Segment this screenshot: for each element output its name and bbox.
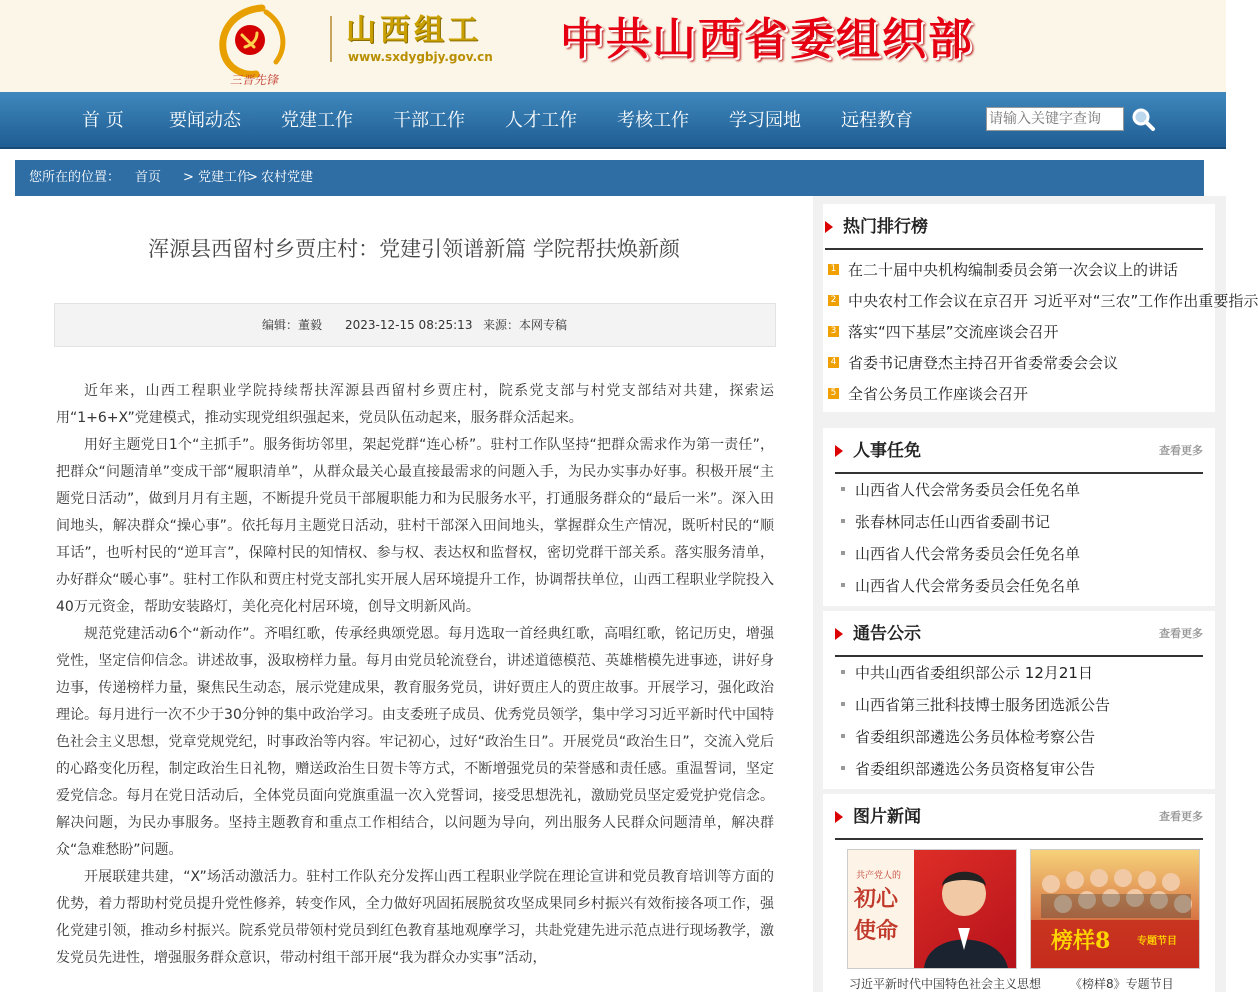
photo-image (1031, 850, 1199, 968)
personnel-item[interactable] (841, 510, 1201, 534)
photo-2-text-1: 榜样8 (1051, 928, 1111, 954)
nav-item-party-building[interactable]: 党建工作 (281, 110, 353, 131)
photo-image (848, 850, 1016, 968)
rank-text: 落实“四下基层”交流座谈会召开 (848, 323, 1059, 341)
notice-header (835, 611, 1203, 657)
bullet-icon (841, 734, 845, 738)
brand-url[interactable]: www.sxdygbjy.gov.cn (348, 50, 493, 64)
notice-item[interactable] (841, 693, 1201, 717)
article-paragraph: 用好主题党日1个“主抓手”。服务街坊邻里，架起党群“连心桥”。驻村工作队坚持“把群众需求作为第一责任”，把群众“问题清单”变成干部“履职清单”，从群众最关心最直接最需求的问题入手，为民办实事办好事。积极开展“主题党日活动”，做到月月有主题，不断提升党员干部履职能力和为民服务水平，打通服务群众的“最后一米”。深入田间地头，解决群众“操心事”。依托每月主题党日活动，驻村干部深入田间地头，掌握群众生产情况，既听村民的“顺耳话”，也听村民的“逆耳言”，保障村民的知情权、参与权、表达权和监督权，密切党群干部关系。落实服务清单， 办好群众“暖心事”。驻村工作队和贾庄村党支部扎实开展人居环境提升工作，协调帮扶单位，山西工程职业学院投入40万元资金，帮助安装路灯，美化亮化村居环境，创导文明新风尚。 (56, 437, 774, 615)
nav-item-news[interactable]: 要闻动态 (169, 110, 241, 131)
hot-rank-item[interactable] (828, 382, 1203, 406)
personnel-panel (823, 428, 1215, 606)
site-header (0, 0, 1226, 92)
hot-rank-item[interactable] (828, 320, 1203, 344)
photo-news-title: 图片新闻 (853, 807, 921, 827)
bullet-icon (841, 519, 845, 523)
org-title: 中共山西省委组织部 (560, 14, 974, 65)
photo-news-image-1[interactable] (847, 849, 1017, 969)
photo-1-text-3: 使命 (854, 918, 899, 944)
article-editor: 编辑：董毅 (262, 318, 323, 332)
brand-name[interactable]: 山西组工 (346, 13, 482, 48)
article-panel (15, 196, 813, 996)
triangle-icon (835, 445, 843, 457)
rank-number: 5 (828, 388, 839, 399)
hot-ranking-title: 热门排行榜 (843, 217, 928, 237)
party-logo-icon[interactable] (204, 2, 300, 90)
hot-rank-item[interactable] (828, 289, 1258, 313)
nav-item-study[interactable]: 学习园地 (729, 110, 801, 131)
sidebar (813, 196, 1258, 992)
notice-item-text: 省委组织部遴选公务员资格复审公告 (855, 760, 1096, 778)
bullet-icon (841, 766, 845, 770)
rank-number: 4 (828, 357, 839, 368)
photo-news-more-link[interactable]: 查看更多 (1159, 810, 1203, 823)
rank-number: 1 (828, 264, 839, 275)
notice-panel (823, 611, 1215, 789)
search-icon[interactable] (1130, 106, 1156, 132)
photo-news-header (835, 794, 1203, 840)
notice-item[interactable] (841, 757, 1201, 781)
personnel-item-text: 山西省人代会常务委员会任免名单 (855, 545, 1081, 563)
photo-1-text-1: 共产党人的 (856, 871, 902, 881)
bullet-icon (841, 583, 845, 587)
rank-text: 全省公务员工作座谈会召开 (848, 385, 1029, 403)
photo-1-text-2: 初心 (854, 886, 899, 912)
hot-rank-item[interactable] (828, 351, 1203, 375)
logo-divider (330, 16, 332, 62)
notice-item-text: 省委组织部遴选公务员体检考察公告 (855, 728, 1096, 746)
nav-item-assessment[interactable]: 考核工作 (617, 110, 689, 131)
hot-rank-item[interactable] (828, 258, 1203, 282)
article-body (56, 378, 774, 972)
personnel-item-text: 张春林同志任山西省委副书记 (855, 513, 1051, 531)
photo-news-image-2[interactable] (1030, 849, 1200, 969)
breadcrumb-separator: > (183, 170, 194, 185)
breadcrumb-separator: > (247, 170, 258, 185)
notice-more-link[interactable]: 查看更多 (1159, 627, 1203, 640)
triangle-icon (835, 811, 843, 823)
rank-number: 3 (828, 326, 839, 337)
personnel-item-text: 山西省人代会常务委员会任免名单 (855, 577, 1081, 595)
bullet-icon (841, 702, 845, 706)
nav-item-talent[interactable]: 人才工作 (505, 110, 577, 131)
article-datetime: 2023-12-15 08:25:13 (345, 318, 473, 332)
rank-text: 中央农村工作会议在京召开 习近平对“三农”工作作出重要指示 (848, 292, 1258, 310)
hot-ranking-panel (823, 204, 1258, 412)
breadcrumb-home[interactable]: 首页 (135, 170, 162, 185)
breadcrumb-prefix: 您所在的位置： (29, 170, 121, 185)
hot-ranking-header (825, 204, 1203, 250)
article-title: 浑源县西留村乡贾庄村：党建引领谱新篇 学院帮扶焕新颜 (148, 237, 680, 261)
bullet-icon (841, 487, 845, 491)
nav-item-cadre[interactable]: 干部工作 (393, 110, 465, 131)
article-paragraph: 近年来，山西工程职业学院持续帮扶浑源县西留村乡贾庄村，院系党支部与村党支部结对共建，探索运用“1+6+X”党建模式，推动实现党组织强起来，党员队伍动起来，服务群众活起来。 (56, 383, 774, 426)
logo-slogan: 三晋先锋 (230, 73, 279, 87)
nav-item-remote-education[interactable]: 远程教育 (841, 110, 913, 131)
rank-number: 2 (828, 295, 839, 306)
photo-news-caption-1[interactable]: 习近平新时代中国特色社会主义思想 (849, 977, 1042, 991)
personnel-header (835, 428, 1203, 474)
bullet-icon (841, 670, 845, 674)
article-paragraph: 规范党建活动6个“新动作”。齐唱红歌，传承经典颂党恩。每月选取一首经典红歌，高唱红歌，铭记历史，增强党性，坚定信仰信念。讲述故事，汲取榜样力量。每月由党员轮流登台，讲述道德模范、英雄楷模先进事迹，讲好身边事，传递榜样力量，聚焦民生动态，展示党建成果，教育服务党员，讲好贾庄人的贾庄故事。开展学习，强化政治理论。每月进行一次不少于30分钟的集中政治学习。由支委班子成员、优秀党员领学，集中学习习近平新时代中国特色社会主义思想，党章党规党纪，时事政治等内容。牢记初心，过好“政治生日”。开展党员“政治生日”，交流入党后的心路变化历程，制定政治生日礼物，赠送政治生日贺卡等方式，不断增强党员的荣誉感和责任感。重温誓词，坚定爱党信念。每月在党日活动后，全体党员面向党旗重温一次入党誓词，接受思想洗礼，激励党员坚定爱党护党信念。解决问题，为民办事服务。坚持主题教育和重点工作相结合，以问题为导向，列出服务人民群众问题清单，解决群众“急难愁盼”问题。 (56, 626, 774, 858)
notice-item-text: 中共山西省委组织部公示 12月21日 (855, 664, 1093, 682)
article-source: 来源：本网专稿 (483, 318, 568, 332)
nav-item-home[interactable]: 首 页 (82, 110, 124, 131)
notice-item[interactable] (841, 725, 1201, 749)
breadcrumb (15, 160, 1204, 196)
notice-item[interactable] (841, 661, 1201, 685)
personnel-item-text: 山西省人代会常务委员会任免名单 (855, 481, 1081, 499)
bullet-icon (841, 551, 845, 555)
personnel-item[interactable] (841, 542, 1201, 566)
breadcrumb-party-building[interactable]: 党建工作 (198, 170, 251, 185)
notice-item-text: 山西省第三批科技博士服务团选派公告 (855, 696, 1111, 714)
personnel-item[interactable] (841, 478, 1201, 502)
photo-2-text-2: 专题节目 (1137, 936, 1177, 947)
article-meta (54, 303, 776, 347)
triangle-icon (835, 628, 843, 640)
rank-text: 在二十届中央机构编制委员会第一次会议上的讲话 (848, 261, 1179, 279)
notice-title: 通告公示 (853, 624, 921, 644)
personnel-more-link[interactable]: 查看更多 (1159, 444, 1203, 457)
search-input[interactable] (986, 107, 1124, 131)
rank-text: 省委书记唐登杰主持召开省委常委会会议 (848, 354, 1119, 372)
personnel-item[interactable] (841, 574, 1201, 598)
breadcrumb-rural[interactable]: 农村党建 (261, 170, 314, 185)
photo-news-caption-2[interactable]: 《榜样8》专题节目 (1070, 977, 1174, 991)
triangle-icon (825, 221, 833, 233)
personnel-title: 人事任免 (853, 441, 921, 461)
article-paragraph: 开展联建共建，“X”场活动激活力。驻村工作队充分发挥山西工程职业学院在理论宣讲和党员教育培训等方面的优势，着力帮助村党员提升党性修养，转变作风，全力做好巩固拓展脱贫攻坚成果同乡村振兴有效衔接各项工作，强化党建引领，推动乡村振兴。院系党员带领村党员到红色教育基地观摩学习，共赴党建先进示范点进行现场教学，激发党员先进性，增强服务群众意识，带动村组干部开展“我为群众办实事”活动， (56, 869, 774, 966)
